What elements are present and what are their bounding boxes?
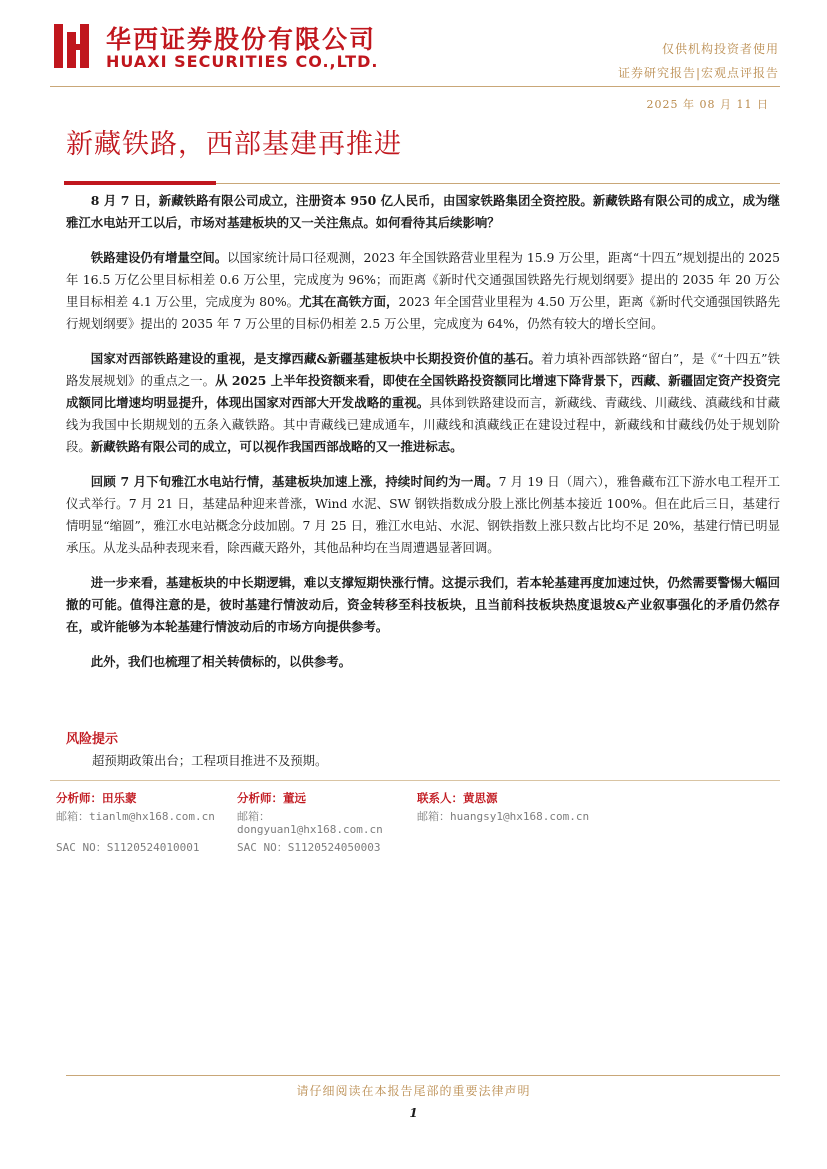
paragraph-intro [66, 190, 780, 234]
contact-email[interactable]: 邮箱：huangsy1@hx168.com.cn [417, 810, 590, 823]
page-number: 1 [409, 1106, 418, 1120]
footer-disclaimer: 请仔细阅读在本报告尾部的重要法律声明 [296, 1084, 531, 1098]
header-divider [50, 86, 780, 87]
title-underline [216, 183, 780, 184]
bold-text: 8 月 7 日，新藏铁路有限公司成立，注册资本 950 亿人民币，由国家铁路集团全资控股。新藏铁路有限公司的成立，成为继雅江水电站开工以后，市场对基建板块的又一关注焦点。如何看待其后续影响？ [66, 193, 780, 230]
analyst-1-sac: SAC NO：S1120524010001 [56, 841, 200, 854]
analyst-2-email[interactable]: dongyuan1@hx168.com.cn [237, 823, 383, 836]
bold-text: 此外，我们也梳理了相关转债标的，以供参考。 [90, 654, 351, 669]
analyst-1-name: 分析师：田乐蒙 [56, 791, 137, 805]
bold-text: 新藏铁路有限公司的成立，可以视作我国西部战略的又一推进标志。 [90, 439, 463, 454]
report-type-label: 证券研究报告|宏观点评报告 [617, 66, 779, 80]
title-underline-accent [64, 181, 216, 185]
body-text: 7 月 19 日（周六），雅鲁藏布江下游水电工程开工仪式举行。7 月 21 日，基建品种迎来普涨，Wind 水泥、SW 钢铁指数成分股上涨比例基本接近 100%。但在此后三日，基建行情明显“缩圆”，雅江水电站概念分歧加剧。7 月 25 日，雅江水电站、水泥、钢铁指数上涨只数占比均不足 20%，基建行情已明显承压。从龙头品种表现来看，除西藏天路外，其他品种均在当周遭遇显著回调。 [66, 474, 781, 555]
analyst-2-sac: SAC NO：S1120524050003 [237, 841, 381, 854]
paragraph-bonds [66, 651, 780, 673]
report-title: 新藏铁路，西部基建再推进 [66, 129, 402, 160]
analyst-1-email[interactable]: 邮箱：tianlm@hx168.com.cn [56, 810, 215, 823]
body-text: 具体到铁路建设而言，新藏线、青藏线、川藏线、滇藏线和甘藏线为我国中长期规划的五条入藏铁路。其中青藏线已建成通车，川藏线和滇藏线正在建设过程中，新藏线和甘藏线仍处于规划阶段。 [66, 395, 781, 454]
contacts-divider [50, 780, 780, 781]
footer-divider [66, 1075, 780, 1076]
analyst-2-name: 分析师：董远 [237, 791, 306, 805]
audience-label: 仅供机构投资者使用 [661, 42, 779, 56]
body-text: 以国家统计局口径观测，2023 年全国铁路营业里程为 15.9 万公里，距离“十四五”规划提出的 2025 年 16.5 万亿公里目标相差 0.6 万公里，完成度为 96%；而距离《新时代交通强国铁路先行规划纲要》提出的 2035 年 20 万公里目标相差 4.1 万公里，完成度为 80%。 [66, 250, 781, 309]
contact-name: 联系人：黄思源 [417, 791, 498, 805]
body-text: 着力填补西部铁路“留白”，是《“十四五”铁路发展规划》的重点之一。 [66, 351, 780, 388]
analyst-2-email-label: 邮箱： [237, 810, 270, 823]
bold-text: 铁路建设仍有增量空间。 [90, 250, 228, 265]
bold-text: 国家对西部铁路建设的重视，是支撑西藏&新疆基建板块中长期投资价值的基石。 [90, 351, 542, 366]
risk-title: 风险提示 [66, 732, 119, 747]
paragraph-railway-space [66, 247, 780, 335]
huaxi-logo-icon [54, 24, 94, 68]
paragraph-outlook [66, 572, 780, 638]
body-text: 2023 年全国营业里程为 4.50 万公里，距离《新时代交通强国铁路先行规划纲要》提出的 2035 年 7 万公里的目标仍相差 2.5 万公里，完成度为 64%，仍然有较大的增长空间。 [66, 294, 781, 331]
bold-text: 回顾 7 月下旬雅江水电站行情，基建板块加速上涨，持续时间约为一周。 [90, 474, 499, 489]
risk-text: 超预期政策出台；工程项目推进不及预期。 [92, 753, 328, 768]
bold-text: 尤其在高铁方面， [299, 294, 399, 309]
report-date: 2025 年 08 月 11 日 [646, 98, 769, 111]
report-body [66, 190, 780, 686]
paragraph-review [66, 471, 780, 559]
bold-text: 从 2025 上半年投资额来看，即使在全国铁路投资额同比增速下降背景下，西藏、新疆固定资产投资完成额同比增速均明显提升，体现出国家对西部大开发战略的重视。 [66, 373, 780, 410]
bold-text: 进一步来看，基建板块的中长期逻辑，难以支撑短期快涨行情。这提示我们，若本轮基建再度加速过快，仍然需要警惕大幅回撤的可能。值得注意的是，彼时基建行情波动后，资金转移至科技板块，且当前科技板块热度退坡&产业叙事强化的矛盾仍然存在，或许能够为本轮基建行情波动后的市场方向提供参考。 [66, 575, 780, 634]
paragraph-west-railway [66, 348, 780, 458]
company-name-en: HUAXI SECURITIES CO.,LTD. [106, 52, 379, 71]
company-name-cn: 华西证券股份有限公司 [106, 25, 377, 54]
